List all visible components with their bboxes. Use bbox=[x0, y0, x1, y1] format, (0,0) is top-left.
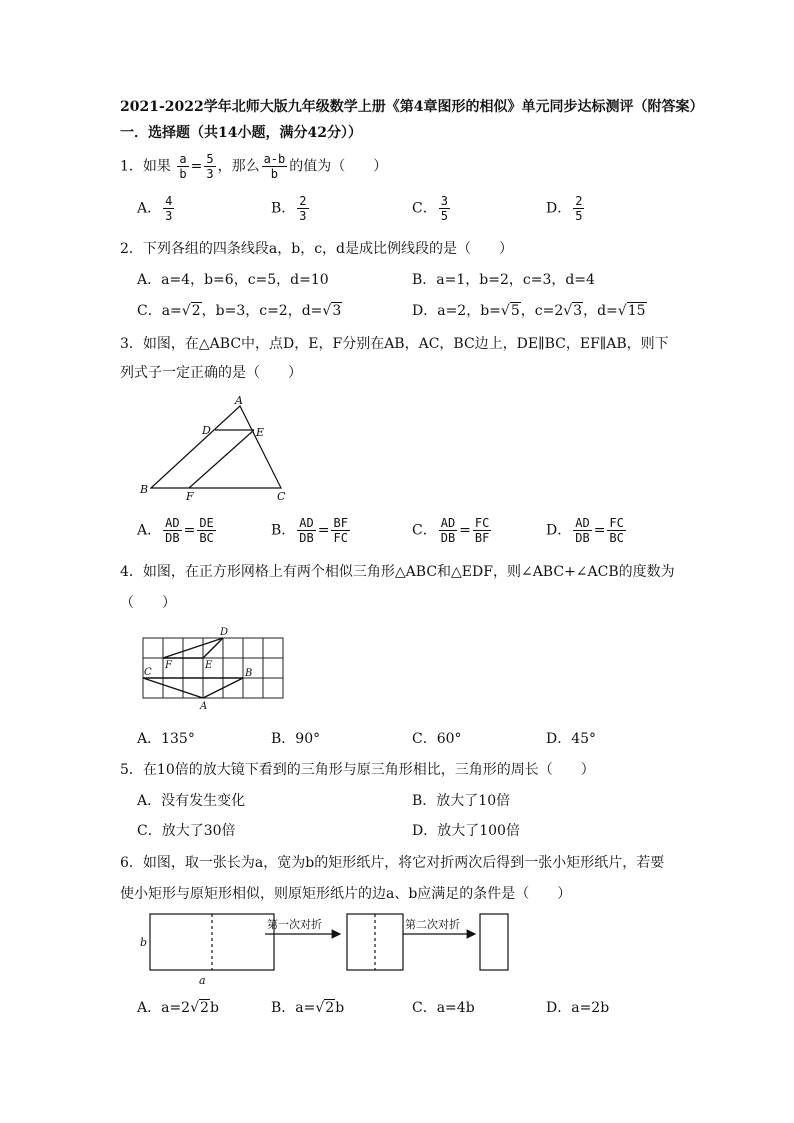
q1-option-b[interactable]: B． $\frac{2}{3}$ bbox=[271, 194, 307, 223]
label-b: b bbox=[140, 936, 148, 949]
label-a: a bbox=[199, 974, 206, 987]
point-e-label: E bbox=[256, 426, 265, 439]
q2-option-a[interactable]: A．a=4，b=6，c=5，d=10 bbox=[137, 272, 329, 288]
q5-option-c[interactable]: C．放大了30倍 bbox=[137, 823, 236, 839]
q1-post: 的值为（ ） bbox=[289, 158, 388, 175]
question-6-line-1: 6．如图，取一张长为a，宽为b的矩形纸片，将它对折两次后得到一张小矩形纸片，若要 bbox=[120, 855, 665, 871]
point-f-label: F bbox=[165, 660, 172, 671]
point-a-label: A bbox=[235, 394, 243, 407]
q1-number: 1． bbox=[120, 158, 143, 175]
point-b-label: B bbox=[245, 668, 253, 679]
q1-eq: = bbox=[190, 158, 203, 175]
q3-option-a[interactable]: A． $\frac{AD}{DB}$ = $\frac{DE}{BC}$ bbox=[137, 516, 214, 545]
q3-option-b[interactable]: B． $\frac{AD}{DB}$ = $\frac{BF}{FC}$ bbox=[271, 516, 348, 545]
q6-option-b[interactable]: B．a=√2b bbox=[271, 1000, 345, 1016]
q4-grid-figure bbox=[135, 624, 290, 712]
square-grid bbox=[143, 638, 283, 698]
q1-option-c[interactable]: C． $\frac{3}{5}$ bbox=[412, 194, 448, 223]
quarter-rectangle bbox=[480, 914, 508, 970]
q4-option-d[interactable]: D．45° bbox=[546, 731, 597, 747]
q6-option-a[interactable]: A．a=2√2b bbox=[137, 1000, 219, 1016]
question-4-line-1: 4．如图，在正方形网格上有两个相似三角形△ABC和△EDF，则∠ABC+∠ACB的度数为 bbox=[120, 564, 675, 580]
point-c-label: C bbox=[277, 490, 286, 503]
q1-mid: ，那么 bbox=[217, 158, 260, 175]
q1-pre: 如果 bbox=[142, 158, 171, 175]
q5-option-a[interactable]: A．没有发生变化 bbox=[137, 793, 246, 809]
question-3-line-1: 3．如图，在△ABC中，点D，E，F分别在AB，AC，BC边上，DE∥BC，EF∥AB，则下 bbox=[120, 336, 669, 352]
q1-frac-amb-b: $\frac{a-b}{b}$ bbox=[263, 152, 286, 181]
q1-frac-5-3: $\frac{5}{3}$ bbox=[206, 152, 214, 181]
question-1 bbox=[120, 152, 387, 181]
q2-option-b[interactable]: B．a=1，b=2，c=3，d=4 bbox=[412, 272, 595, 288]
q2-option-c[interactable]: C．a=√2，b=3，c=2，d=√3 bbox=[137, 303, 342, 319]
q6-option-d[interactable]: D．a=2b bbox=[546, 1000, 610, 1016]
question-4-line-2: （ ） bbox=[120, 595, 176, 611]
q3-option-d[interactable]: D． $\frac{AD}{DB}$ = $\frac{FC}{BC}$ bbox=[546, 516, 624, 545]
point-d-label: D bbox=[202, 424, 211, 437]
q6-option-c[interactable]: C．a=4b bbox=[412, 1000, 475, 1016]
triangle-edf bbox=[163, 638, 223, 658]
q3-triangle-figure bbox=[135, 392, 295, 504]
q4-option-a[interactable]: A．135° bbox=[137, 731, 195, 747]
q5-option-b[interactable]: B．放大了10倍 bbox=[412, 793, 511, 809]
point-d-label: D bbox=[220, 627, 229, 638]
q1-option-d[interactable]: D． $\frac{2}{5}$ bbox=[546, 194, 583, 223]
point-c-label: C bbox=[144, 667, 152, 678]
question-2: 2．下列各组的四条线段a，b，c，d是成比例线段的是（ ） bbox=[120, 241, 514, 257]
section-heading: 一．选择题（共14小题，满分42分）） bbox=[120, 125, 362, 141]
q1-frac-a-b: $\frac{a}{b}$ bbox=[179, 152, 187, 181]
label-second-fold: 第二次对折 bbox=[405, 918, 460, 931]
point-a-label: A bbox=[200, 701, 208, 712]
q1-option-a[interactable]: A． $\frac{4}{3}$ bbox=[137, 194, 173, 223]
triangle-abc bbox=[143, 678, 243, 698]
point-f-label: F bbox=[186, 490, 194, 503]
q4-option-b[interactable]: B．90° bbox=[271, 731, 321, 747]
question-6-line-2: 使小矩形与原矩形相似，则原矩形纸片的边a、b应满足的条件是（ ） bbox=[120, 886, 572, 902]
q6-folding-figure bbox=[135, 908, 515, 988]
segment-ef bbox=[189, 430, 254, 488]
q2-option-d[interactable]: D．a=2，b=√5，c=2√3，d=√15 bbox=[412, 303, 646, 319]
question-3-line-2: 列式子一定正确的是（ ） bbox=[120, 365, 302, 381]
triangle-abc bbox=[151, 406, 281, 488]
question-5: 5．在10倍的放大镜下看到的三角形与原三角形相比，三角形的周长（ ） bbox=[120, 762, 595, 778]
q4-option-c[interactable]: C．60° bbox=[412, 731, 462, 747]
point-b-label: B bbox=[140, 483, 149, 496]
q5-option-d[interactable]: D．放大了100倍 bbox=[412, 823, 520, 839]
label-first-fold: 第一次对折 bbox=[267, 918, 322, 931]
page-title: 2021-2022学年北师大版九年级数学上册《第4章图形的相似》单元同步达标测评（附答案） bbox=[120, 99, 704, 115]
point-e-label: E bbox=[205, 660, 213, 671]
q3-option-c[interactable]: C． $\frac{AD}{DB}$ = $\frac{FC}{BF}$ bbox=[412, 516, 490, 545]
